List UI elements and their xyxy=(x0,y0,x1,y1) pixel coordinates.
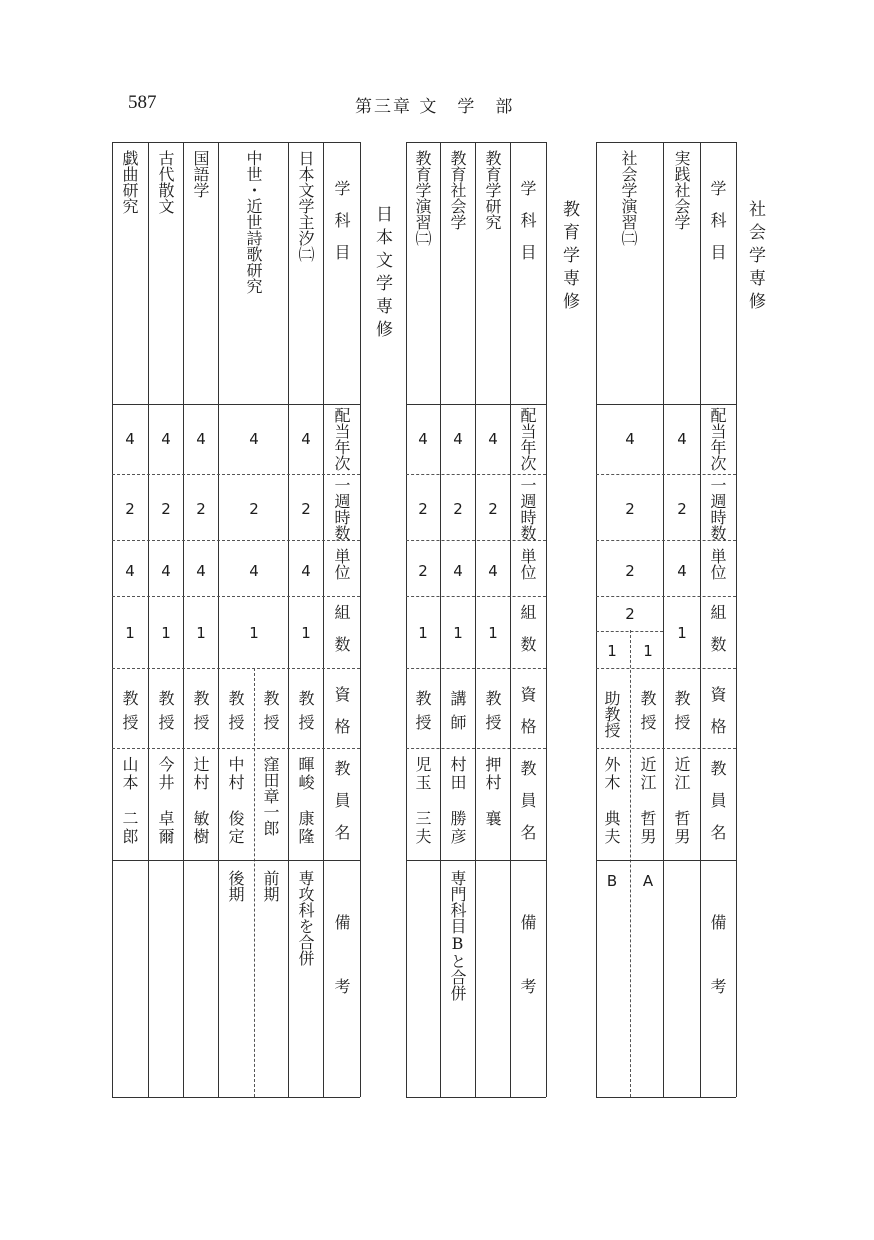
rank-cell: 講師 xyxy=(448,690,467,738)
section-title: 教育学専修 xyxy=(559,200,579,315)
table-rule xyxy=(406,860,546,861)
instructor-cell: 押村 襄 xyxy=(483,756,502,828)
table-rule xyxy=(440,142,441,1097)
header-remarks: 備 考 xyxy=(708,914,727,994)
groups-cell: 1 xyxy=(643,642,653,660)
table-rule xyxy=(183,142,184,1097)
header-instructor: 教 員 名 xyxy=(708,760,727,840)
instructor-cell: 窪田章一郎 xyxy=(261,756,280,836)
table-rule xyxy=(736,142,737,1097)
units-cell: 4 xyxy=(161,562,171,580)
table-rule xyxy=(288,142,289,1097)
running-head: 第三章 文 学 部 xyxy=(355,97,515,117)
instructor-cell: 中村 俊定 xyxy=(226,756,245,846)
groups-cell: 1 xyxy=(607,642,617,660)
hours-cell: 2 xyxy=(677,500,687,518)
units-cell: 4 xyxy=(301,562,311,580)
hours-cell: 2 xyxy=(196,500,206,518)
subject-cell: 社会学演習㈡ xyxy=(619,150,638,246)
rank-cell: 教授 xyxy=(296,690,315,738)
table-rule xyxy=(406,404,546,405)
table-rule xyxy=(596,1097,736,1098)
header-groups: 組 数 xyxy=(708,604,727,652)
header-instructor: 教 員 名 xyxy=(332,760,351,840)
groups-cell: 1 xyxy=(249,624,259,642)
rank-cell: 教授 xyxy=(261,690,280,738)
hours-cell: 2 xyxy=(453,500,463,518)
table-rule xyxy=(510,142,511,1097)
table-rule xyxy=(112,1097,360,1098)
remarks-cell: 後期 xyxy=(226,870,245,902)
table-rule xyxy=(112,404,360,405)
header-units: 単位 xyxy=(518,548,537,580)
table-rule xyxy=(406,474,546,475)
header-year: 配当年次 xyxy=(518,407,537,471)
units-cell: 2 xyxy=(625,562,635,580)
subject-cell: 古代散文 xyxy=(156,150,175,214)
hours-cell: 2 xyxy=(488,500,498,518)
header-subject: 学 科 目 xyxy=(518,180,537,260)
hours-cell: 2 xyxy=(249,500,259,518)
year-cell: 4 xyxy=(418,430,428,448)
rank-cell: 教授 xyxy=(156,690,175,738)
table-rule xyxy=(406,596,546,597)
header-instructor: 教 員 名 xyxy=(518,760,537,840)
year-cell: 4 xyxy=(125,430,135,448)
remarks-cell: B xyxy=(606,872,618,890)
section-title: 日本文学専修 xyxy=(372,205,392,343)
units-cell: 2 xyxy=(418,562,428,580)
groups-cell: 1 xyxy=(418,624,428,642)
header-subject: 学 科 目 xyxy=(708,180,727,260)
table-rule xyxy=(112,540,360,541)
groups-cell: 2 xyxy=(625,605,635,623)
header-hours: 一週時数 xyxy=(518,477,537,541)
year-cell: 4 xyxy=(677,430,687,448)
table-rule xyxy=(112,474,360,475)
rank-cell: 教授 xyxy=(120,690,139,738)
rank-cell: 教授 xyxy=(413,690,432,738)
remarks-cell: 前期 xyxy=(261,870,280,902)
instructor-cell: 近江 哲男 xyxy=(672,756,691,846)
table-rule xyxy=(663,142,664,1097)
units-cell: 4 xyxy=(453,562,463,580)
table-rule xyxy=(475,142,476,1097)
units-cell: 4 xyxy=(488,562,498,580)
subject-cell: 日本文学主汐㈡ xyxy=(296,150,315,262)
header-remarks: 備 考 xyxy=(332,914,351,994)
groups-cell: 1 xyxy=(677,624,687,642)
table-rule xyxy=(148,142,149,1097)
table-rule xyxy=(546,142,547,1097)
remarks-cell: A xyxy=(642,872,654,890)
year-cell: 4 xyxy=(625,430,635,448)
groups-cell: 1 xyxy=(488,624,498,642)
header-groups: 組 数 xyxy=(518,604,537,652)
header-units: 単位 xyxy=(332,548,351,580)
table-rule xyxy=(406,668,546,669)
units-cell: 4 xyxy=(196,562,206,580)
remarks-cell: 専攻科を合併 xyxy=(296,870,315,966)
units-cell: 4 xyxy=(677,562,687,580)
table-rule xyxy=(630,630,631,1097)
table-rule xyxy=(254,668,255,1097)
rank-cell: 教授 xyxy=(638,690,657,738)
subject-cell: 教育学研究 xyxy=(483,150,502,230)
table-rule xyxy=(360,142,361,1097)
table-rule xyxy=(406,1097,546,1098)
table-rule xyxy=(112,596,360,597)
page-number: 587 xyxy=(128,92,157,113)
subject-cell: 戯曲研究 xyxy=(120,150,139,214)
instructor-cell: 外木 典夫 xyxy=(602,756,621,846)
year-cell: 4 xyxy=(249,430,259,448)
hours-cell: 2 xyxy=(125,500,135,518)
units-cell: 4 xyxy=(249,562,259,580)
subject-cell: 教育社会学 xyxy=(448,150,467,230)
table-rule xyxy=(112,668,360,669)
header-groups: 組 数 xyxy=(332,604,351,652)
table-rule xyxy=(218,142,219,1097)
year-cell: 4 xyxy=(161,430,171,448)
table-rule xyxy=(596,142,736,143)
table-rule xyxy=(112,142,113,1097)
table-rule xyxy=(596,474,736,475)
subject-cell: 実践社会学 xyxy=(672,150,691,230)
header-rank: 資 格 xyxy=(708,686,727,734)
header-rank: 資 格 xyxy=(332,686,351,734)
table-rule xyxy=(596,404,736,405)
table-rule xyxy=(596,631,663,632)
table-rule xyxy=(596,860,736,861)
instructor-cell: 暉峻 康隆 xyxy=(296,756,315,846)
header-subject: 学 科 目 xyxy=(332,180,351,260)
header-year: 配当年次 xyxy=(332,407,351,471)
hours-cell: 2 xyxy=(161,500,171,518)
units-cell: 4 xyxy=(125,562,135,580)
table-rule xyxy=(406,142,407,1097)
instructor-cell: 近江 哲男 xyxy=(638,756,657,846)
rank-cell: 教授 xyxy=(191,690,210,738)
table-rule xyxy=(596,142,597,1097)
instructor-cell: 山本 二郎 xyxy=(120,756,139,846)
hours-cell: 2 xyxy=(301,500,311,518)
rank-cell: 教授 xyxy=(672,690,691,738)
header-year: 配当年次 xyxy=(708,407,727,471)
header-units: 単位 xyxy=(708,548,727,580)
table-rule xyxy=(700,142,701,1097)
instructor-cell: 辻村 敏樹 xyxy=(191,756,210,846)
year-cell: 4 xyxy=(301,430,311,448)
groups-cell: 1 xyxy=(301,624,311,642)
table-rule xyxy=(406,748,546,749)
table-rule xyxy=(112,860,360,861)
table-rule xyxy=(323,142,324,1097)
groups-cell: 1 xyxy=(453,624,463,642)
instructor-cell: 今井 卓爾 xyxy=(156,756,175,846)
subject-cell: 教育学演習㈡ xyxy=(413,150,432,246)
hours-cell: 2 xyxy=(625,500,635,518)
subject-cell: 国語学 xyxy=(191,150,210,198)
header-rank: 資 格 xyxy=(518,686,537,734)
year-cell: 4 xyxy=(453,430,463,448)
hours-cell: 2 xyxy=(418,500,428,518)
rank-cell: 教授 xyxy=(226,690,245,738)
year-cell: 4 xyxy=(488,430,498,448)
groups-cell: 1 xyxy=(125,624,135,642)
table-rule xyxy=(596,748,736,749)
instructor-cell: 児玉 三夫 xyxy=(413,756,432,846)
header-remarks: 備 考 xyxy=(518,914,537,994)
header-hours: 一週時数 xyxy=(708,477,727,541)
table-rule xyxy=(596,668,736,669)
rank-cell: 助教授 xyxy=(602,690,621,738)
instructor-cell: 村田 勝彦 xyxy=(448,756,467,846)
table-rule xyxy=(596,596,736,597)
rank-cell: 教授 xyxy=(483,690,502,738)
subject-cell: 中世・近世詩歌研究 xyxy=(244,150,263,294)
remarks-cell: 専門科目Bと合併 xyxy=(448,870,467,1001)
section-title: 社会学専修 xyxy=(745,200,765,315)
header-hours: 一週時数 xyxy=(332,477,351,541)
table-rule xyxy=(406,142,546,143)
groups-cell: 1 xyxy=(161,624,171,642)
table-rule xyxy=(112,748,360,749)
groups-cell: 1 xyxy=(196,624,206,642)
year-cell: 4 xyxy=(196,430,206,448)
